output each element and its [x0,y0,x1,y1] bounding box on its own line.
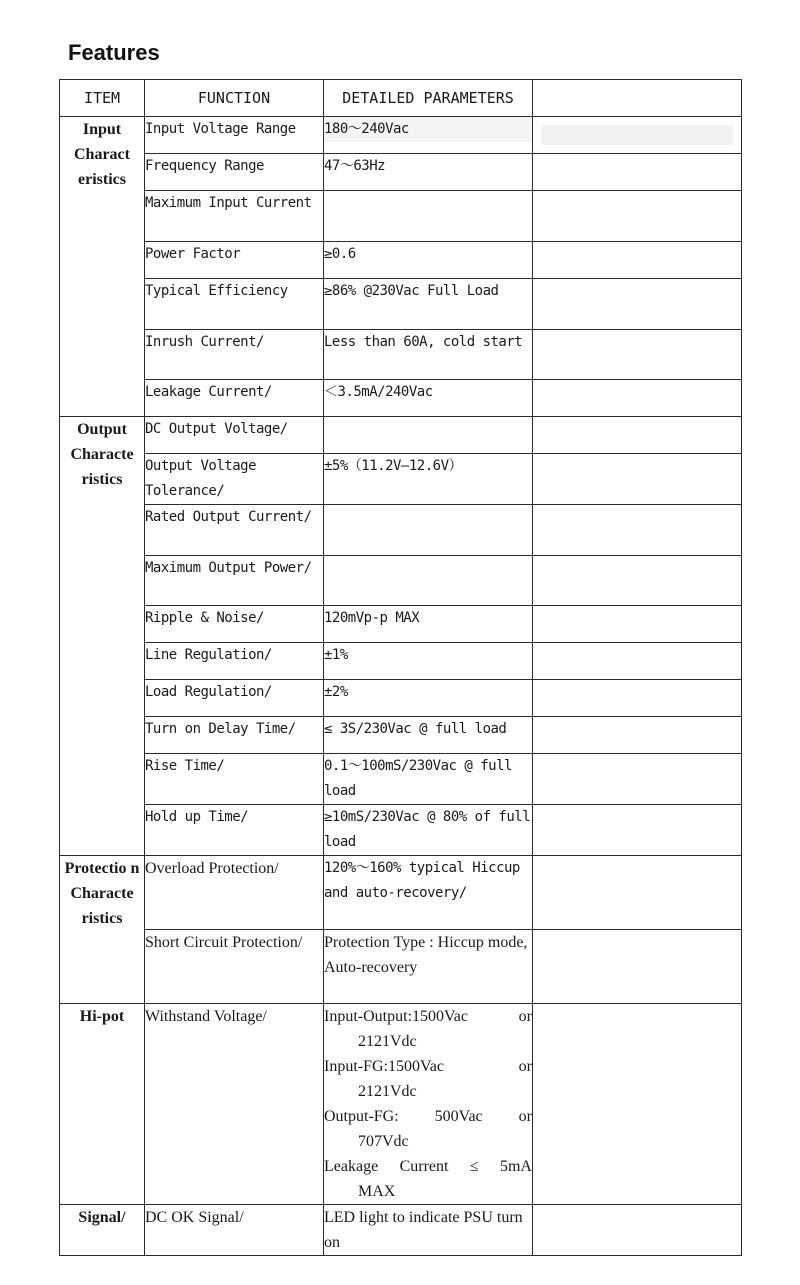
param-text: 2121Vdc [358,1083,417,1100]
function-cell: Withstand Voltage/ [145,1004,324,1205]
extra-cell [533,805,742,856]
function-cell: Maximum Output Power/ [145,556,324,606]
param-text: Current [399,1158,449,1175]
parameter-cell [324,191,533,242]
parameter-cell: ≥10mS/230Vac @ 80% of full load [324,805,533,856]
function-cell: Ripple & Noise/ [145,606,324,643]
section-output: Output Characte ristics [60,417,145,856]
function-cell: Overload Protection/ [145,856,324,930]
param-text: Input-Output:1500Vac [324,1008,468,1025]
table-row [60,1004,742,1205]
extra-cell [533,930,742,1004]
param-text: ≤ [469,1158,479,1175]
parameter-cell: Protection Type : Hiccup mode, Auto-recovery [324,930,533,1004]
param-text: 5mA [499,1158,532,1175]
function-cell: Inrush Current/ [145,330,324,380]
header-extra [533,80,742,117]
extra-cell [533,1004,742,1205]
table-row [60,279,742,330]
extra-cell [533,417,742,454]
extra-cell [533,242,742,279]
function-cell: Short Circuit Protection/ [145,930,324,1004]
function-cell: Turn on Delay Time/ [145,717,324,754]
parameter-cell: ＜3.5mA/240Vac [324,380,533,417]
param-text: Leakage [324,1158,379,1175]
extra-cell [533,330,742,380]
table-row [60,1205,742,1256]
function-cell: Input Voltage Range [145,117,324,154]
table-row [60,154,742,191]
function-cell: Leakage Current/ [145,380,324,417]
table-row [60,556,742,606]
parameter-cell: Less than 60A, cold start [324,330,533,380]
section-input: Input Charact eristics [60,117,145,417]
parameter-cell: 120mVp-p MAX [324,606,533,643]
param-text: 500Vac [434,1108,483,1125]
extra-cell [533,191,742,242]
table-row [60,117,742,154]
header-parameters: DETAILED PARAMETERS [324,80,533,117]
parameter-cell: LED light to indicate PSU turn on [324,1205,533,1256]
table-row [60,643,742,680]
table-row [60,680,742,717]
table-row [60,606,742,643]
parameter-cell: 47～63Hz [324,154,533,191]
parameter-cell: ≥86% @230Vac Full Load [324,279,533,330]
param-text: or [518,1058,532,1075]
extra-cell [533,856,742,930]
section-protection: Protectio n Characte ristics [60,856,145,1004]
function-cell: DC Output Voltage/ [145,417,324,454]
header-function: FUNCTION [145,80,324,117]
parameter-cell: 120%～160% typical Hiccup and auto-recovery/ [324,856,533,930]
extra-cell [533,279,742,330]
param-text: 707Vdc [358,1133,409,1150]
extra-cell [533,1205,742,1256]
function-cell: DC OK Signal/ [145,1205,324,1256]
extra-cell [533,717,742,754]
extra-cell [533,380,742,417]
table-row [60,754,742,805]
param-text: or [518,1008,532,1025]
table-row [60,191,742,242]
parameter-cell: ≥0.6 [324,242,533,279]
param-line [324,1004,532,1029]
table-row [60,805,742,856]
function-cell: Hold up Time/ [145,805,324,856]
param-line [324,1154,532,1179]
function-cell: Load Regulation/ [145,680,324,717]
param-text: 2121Vdc [358,1033,417,1050]
parameter-cell [324,1004,533,1205]
table-row [60,417,742,454]
extra-cell [533,643,742,680]
param-text: Output-FG: [324,1108,399,1125]
extra-cell [533,505,742,556]
parameter-cell: ±5%（11.2V—12.6V） [324,454,533,505]
parameter-value: 180～240Vac [324,117,532,142]
extra-cell [533,556,742,606]
extra-cell [533,454,742,505]
header-row [60,80,742,117]
table-row [60,856,742,930]
shaded-blank [541,125,733,145]
section-hipot: Hi-pot [60,1004,145,1205]
function-cell: Rated Output Current/ [145,505,324,556]
parameter-cell: ≤ 3S/230Vac @ full load [324,717,533,754]
parameter-cell [324,117,533,154]
extra-cell [533,154,742,191]
parameter-cell [324,417,533,454]
features-table [59,79,742,1256]
extra-cell [533,606,742,643]
param-text: MAX [358,1183,396,1200]
table-row [60,717,742,754]
table-row [60,454,742,505]
parameter-cell [324,505,533,556]
table-row [60,242,742,279]
function-cell: Power Factor [145,242,324,279]
function-cell: Line Regulation/ [145,643,324,680]
param-line [324,1054,532,1079]
parameter-cell: ±2% [324,680,533,717]
extra-cell [533,117,742,154]
extra-cell [533,754,742,805]
table-row [60,330,742,380]
extra-cell [533,680,742,717]
page-title: Features [68,40,160,65]
function-cell: Maximum Input Current [145,191,324,242]
param-text: or [518,1108,532,1125]
parameter-cell: 0.1～100mS/230Vac @ full load [324,754,533,805]
table-row [60,380,742,417]
parameter-cell: ±1% [324,643,533,680]
function-cell: Typical Efficiency [145,279,324,330]
header-item: ITEM [60,80,145,117]
param-line [324,1104,532,1129]
section-signal: Signal/ [60,1205,145,1256]
param-text: Input-FG:1500Vac [324,1058,444,1075]
table-row [60,505,742,556]
table-row [60,930,742,1004]
parameter-cell [324,556,533,606]
function-cell: Frequency Range [145,154,324,191]
function-cell: Rise Time/ [145,754,324,805]
function-cell: Output Voltage Tolerance/ [145,454,324,505]
